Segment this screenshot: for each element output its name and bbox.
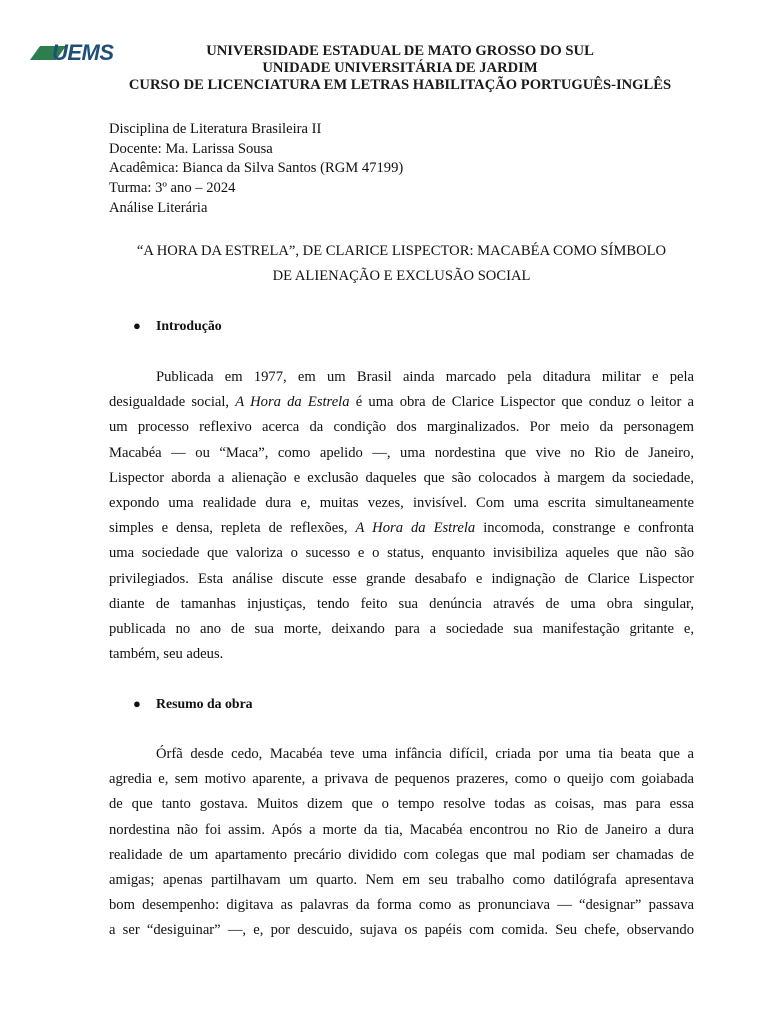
paragraph-line: publicada no ano de sua morte, deixando para a sociedade sua manifestação gritante e, [109, 620, 694, 637]
bullet-icon: ● [133, 696, 141, 711]
paragraph-line: bom desempenho: digitava as palavras da forma como as pronunciava — “designar” passava [109, 897, 694, 914]
section-heading-summary [133, 695, 253, 713]
type-line: Análise Literária [109, 199, 208, 216]
paragraph-line: também, seu adeus. [109, 646, 224, 663]
section-heading-label: Introdução [156, 318, 222, 333]
paragraph-line: privilegiados. Esta análise discute esse grande desabafo e indignação de Clarice Lispector [109, 570, 694, 587]
course-name: CURSO DE LICENCIATURA EM LETRAS HABILITAÇÃO PORTUGUÊS-INGLÊS [128, 77, 672, 93]
section-heading-intro [133, 317, 222, 335]
paragraph-line: um processo reflexivo acerca da condição dos marginalizados. Por meio da personagem [109, 419, 694, 436]
paragraph-line: desigualdade social, A Hora da Estrela é uma obra de Clarice Lispector que conduz o leitor a [109, 394, 694, 411]
university-name: UNIVERSIDADE ESTADUAL DE MATO GROSSO DO SUL [206, 43, 594, 59]
section-heading-label: Resumo da obra [156, 696, 253, 711]
intro-paragraph [109, 365, 694, 667]
paragraph-line: Órfã desde cedo, Macabéa teve uma infância difícil, criada por uma tia beata que a [156, 746, 694, 762]
book-title-italic: A Hora da Estrela [235, 394, 350, 411]
summary-paragraph [109, 742, 694, 944]
paragraph-line: de que tanto gostava. Muitos dizem que o tempo resolve todas as coisas, mas para essa [109, 796, 694, 813]
book-title-italic: A Hora da Estrela [355, 520, 476, 537]
discipline-line: Disciplina de Literatura Brasileira II [109, 121, 322, 137]
paragraph-line: agredia e, sem motivo aparente, a privava de pequenos prazeres, como o queijo com goiabada [109, 771, 694, 788]
paragraph-line: Publicada em 1977, em um Brasil ainda marcado pela ditadura militar e pela [156, 369, 694, 385]
paragraph-line: expondo uma realidade dura e, muitas vezes, invisível. Com uma escrita simultaneamente [109, 494, 694, 511]
bullet-icon: ● [133, 318, 141, 333]
paragraph-line: diante de tamanhas injustiças, tendo feito sua denúncia através de uma obra singular, [109, 595, 694, 612]
paragraph-line: simples e densa, repleta de reflexões, A Hora da Estrela incomoda, constrange e confronta [109, 520, 694, 537]
paragraph-line: Macabéa — ou “Maca”, como apelido —, uma nordestina que vive no Rio de Janeiro, [109, 444, 694, 461]
unit-name: UNIDADE UNIVERSITÁRIA DE JARDIM [262, 60, 538, 76]
info-block [109, 120, 403, 219]
paragraph-line: realidade de um apartamento precário dividido com colegas que mal podiam ser chamadas de [109, 846, 694, 863]
document-title-line-2: DE ALIENAÇÃO E EXCLUSÃO SOCIAL [272, 268, 531, 284]
class-line: Turma: 3º ano – 2024 [109, 180, 236, 197]
paragraph-line: amigas; apenas partilhavam um quarto. Nem em seu trabalho como datilógrafa apresentava [109, 871, 694, 888]
paragraph-line: uma sociedade que valoriza o sucesso e o status, enquanto invisibiliza aqueles que não são [109, 545, 694, 562]
student-line: Acadêmica: Bianca da Silva Santos (RGM 47199) [109, 160, 404, 177]
teacher-line: Docente: Ma. Larissa Sousa [109, 140, 273, 157]
logo-text: UEMS [52, 40, 114, 65]
document-title-line-1: “A HORA DA ESTRELA”, DE CLARICE LISPECTOR: MACABÉA COMO SÍMBOLO [136, 243, 667, 259]
paragraph-line: nordestina não foi assim. Após a morte da tia, Macabéa encontrou no Rio de Janeiro a dura [109, 821, 694, 838]
paragraph-line: a ser “desiguinar” —, e, por descuido, sujava os papéis com comida. Seu chefe, observando [109, 922, 694, 939]
paragraph-line: Lispector aborda a alienação e exclusão daqueles que são colocados à margem da sociedade, [109, 469, 694, 486]
